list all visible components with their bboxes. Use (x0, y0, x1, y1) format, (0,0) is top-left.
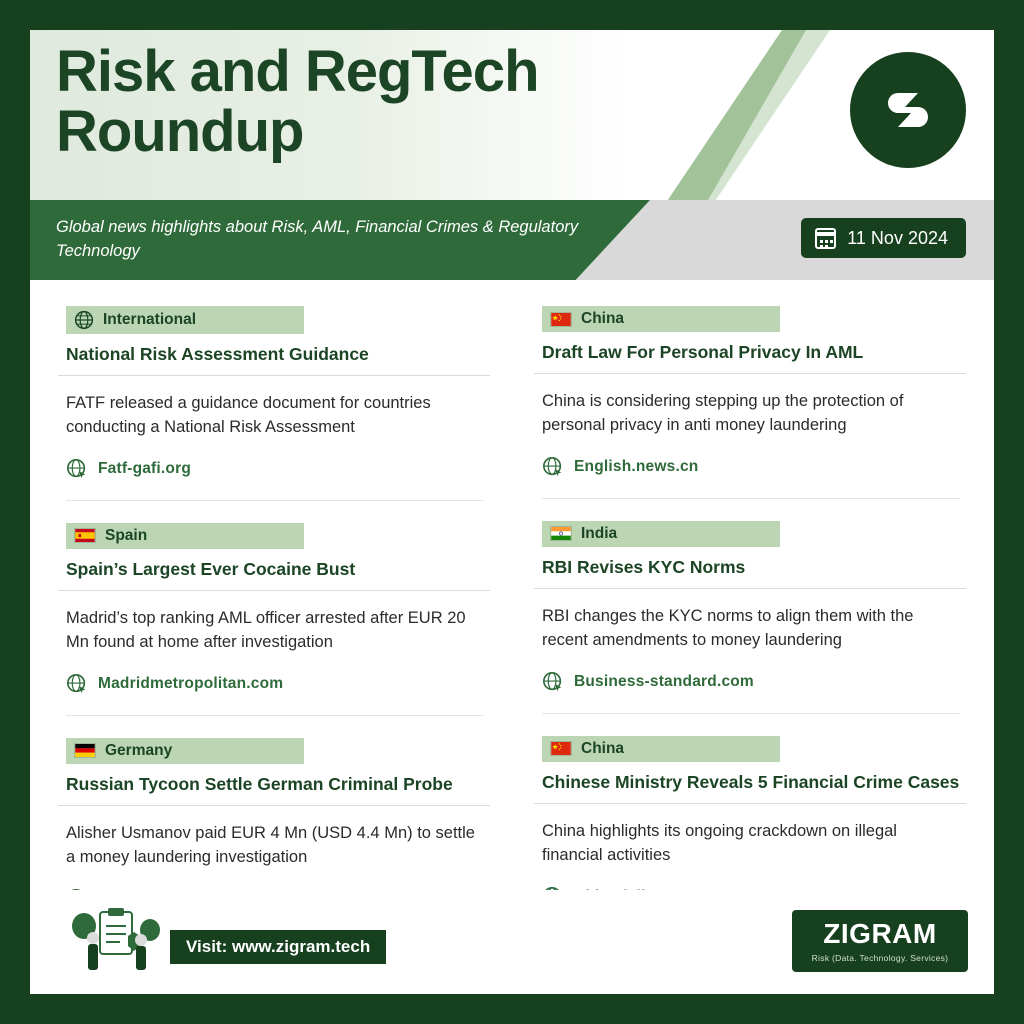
flag-china-icon (550, 741, 572, 756)
news-source[interactable] (534, 438, 966, 478)
poster-footer (30, 890, 994, 994)
globe-link-icon (542, 671, 564, 693)
source-label: Business-standard.com (574, 672, 754, 690)
date-badge (801, 218, 966, 258)
source-label: English.news.cn (574, 457, 699, 475)
right-column (534, 306, 966, 916)
region-tag (66, 306, 304, 334)
news-item[interactable] (534, 736, 966, 914)
news-headline: Draft Law For Personal Privacy In AML (534, 332, 966, 374)
news-summary: Alisher Usmanov paid EUR 4 Mn (USD 4.4 Mn) to settle a money laundering investigation (66, 823, 475, 866)
region-tag (542, 306, 780, 332)
date-label: 11 Nov 2024 (847, 227, 948, 248)
calendar-icon (815, 228, 836, 249)
news-summary: China is considering stepping up the protection of personal privacy in anti money laundering (542, 392, 904, 434)
region-label: Germany (105, 741, 173, 759)
region-tag (542, 521, 780, 547)
news-summary: China highlights its ongoing crackdown on illegal financial activities (542, 821, 897, 864)
news-headline: RBI Revises KYC Norms (534, 547, 966, 589)
news-source[interactable] (534, 653, 966, 693)
news-headline: National Risk Assessment Guidance (58, 334, 490, 376)
news-summary: RBI changes the KYC norms to align them with the recent amendments to money laundering (542, 606, 914, 649)
globe-link-icon (542, 456, 564, 478)
news-item[interactable] (534, 306, 966, 521)
news-item[interactable] (58, 523, 490, 738)
news-source[interactable] (58, 655, 490, 695)
region-label: China (581, 739, 625, 757)
globe-icon (74, 310, 94, 330)
divider (542, 498, 960, 499)
globe-link-icon (66, 673, 88, 695)
news-item[interactable] (58, 306, 490, 523)
flag-india-icon (550, 526, 572, 541)
region-tag (66, 523, 304, 549)
news-headline: Chinese Ministry Reveals 5 Financial Crime Cases (534, 762, 966, 804)
visit-badge[interactable]: Visit: www.zigram.tech (170, 930, 386, 964)
poster-header (30, 30, 994, 200)
globe-link-icon (66, 458, 88, 480)
source-label: Madridmetropolitan.com (98, 674, 284, 692)
people-with-checklist-illustration (66, 904, 166, 974)
news-item[interactable] (534, 521, 966, 736)
source-label: Fatf-gafi.org (98, 459, 192, 477)
zigram-swirl-logo-icon (850, 52, 966, 168)
news-source[interactable] (58, 440, 490, 480)
page-title: Risk and RegTech Roundup (56, 39, 539, 164)
divider (542, 713, 960, 714)
region-label: Spain (105, 526, 148, 544)
brand-tagline: Risk (Data. Technology. Services) (811, 952, 949, 963)
region-tag (542, 736, 780, 762)
region-label: India (581, 524, 618, 542)
news-headline: Russian Tycoon Settle German Criminal Probe (58, 764, 490, 806)
divider (66, 715, 484, 716)
region-label: International (103, 311, 197, 328)
flag-germany-icon (74, 743, 96, 758)
news-headline: Spain’s Largest Ever Cocaine Bust (58, 549, 490, 591)
news-item[interactable] (58, 738, 490, 916)
brand-name: ZIGRAM (823, 917, 937, 949)
left-column (58, 306, 490, 916)
subheader-text: Global news highlights about Risk, AML, Financial Crimes & Regulatory Technology (56, 218, 579, 260)
poster-subheader (30, 200, 994, 280)
news-grid (30, 280, 994, 916)
news-summary: Madrid’s top ranking AML officer arrested after EUR 20 Mn found at home after investigation (66, 608, 466, 651)
divider (66, 500, 484, 501)
poster-card (30, 30, 994, 994)
region-tag (66, 738, 304, 764)
zigram-logo-block (792, 910, 968, 972)
news-summary: FATF released a guidance document for countries conducting a National Risk Assessment (66, 394, 431, 436)
region-label: China (581, 310, 625, 327)
flag-spain-icon (74, 528, 96, 543)
flag-china-icon (550, 312, 572, 327)
